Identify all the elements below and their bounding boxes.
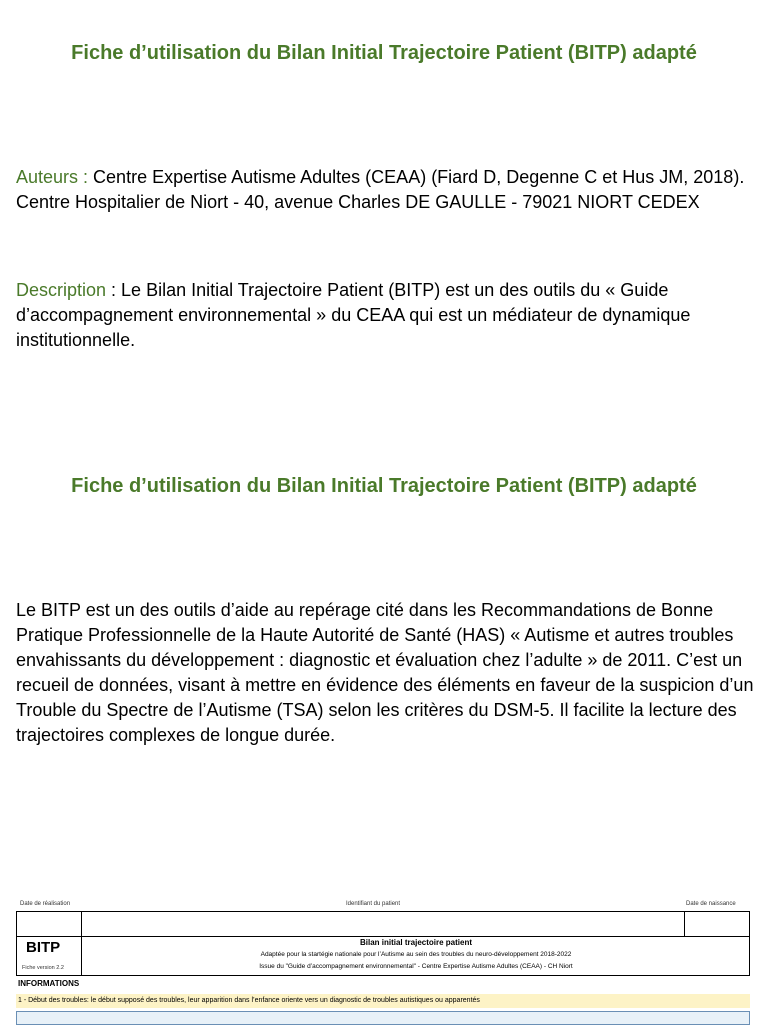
bitp-title: BITP	[26, 939, 61, 956]
patient-id-label: Identifiant du patient	[346, 901, 401, 907]
bitp-form	[16, 898, 750, 1024]
birth-date-label: Date de naissance	[686, 901, 736, 907]
authors-paragraph	[16, 165, 756, 215]
date-realisation-label: Date de réalisation	[20, 901, 71, 907]
authors-text: Centre Expertise Autisme Adultes (CEAA) (Fiard D, Degenne C et Hus JM, 2018). Centre Hospitalier de Niort - 40, avenue Charles DE GAULLE - 79021 NIORT CEDEX	[16, 167, 745, 212]
body-paragraph: Le BITP est un des outils d’aide au repérage cité dans les Recommandations de Bonne Pratique Professionnelle de la Haute Autorité de Santé (HAS) « Autisme et autres troubles envahissants du développement : diagnostic et évaluation chez l’adulte » de 2011. C’est un recueil de données, visant à mettre en évidence des éléments en faveur de la suspicion d’un Trouble du Spectre de l’Autisme (TSA) selon les critères du DSM-5. Il facilite la lecture des trajectoires complexes de longue durée.	[16, 600, 754, 745]
description-text: : Le Bilan Initial Trajectoire Patient (BITP) est un des outils du « Guide d’accompagnement environnemental » du CEAA qui est un médiateur de dynamique institutionnelle.	[16, 280, 691, 350]
heading-2: Fiche d’utilisation du Bilan Initial Trajectoire Patient (BITP) adapté	[71, 475, 697, 497]
authors-label: Auteurs :	[16, 167, 89, 187]
section-1-strip: 1 - Début des troubles: le début supposé des troubles, leur apparition dans l’enfance oriente vers un diagnostic de troubles autistiques ou apparentés	[16, 994, 750, 1008]
description-label: Description	[16, 280, 107, 300]
section-1-answer-field[interactable]	[16, 1011, 750, 1025]
birth-date-field[interactable]	[684, 911, 750, 937]
bitp-version: Fiche version 2.2	[22, 965, 64, 971]
informations-heading: INFORMATIONS	[18, 979, 80, 988]
heading-1: Fiche d’utilisation du Bilan Initial Trajectoire Patient (BITP) adapté	[71, 42, 697, 64]
form-subtitle-2: Issue du "Guide d’accompagnement environnemental" - Centre Expertise Autisme Adultes (CEAA) - CH Niort	[259, 963, 573, 970]
description-paragraph	[16, 278, 756, 353]
patient-id-field[interactable]	[81, 911, 685, 937]
date-realisation-field[interactable]	[16, 911, 82, 937]
form-title: Bilan initial trajectoire patient	[359, 938, 473, 947]
form-subtitle-1: Adaptée pour la startégie nationale pour l’Autisme au sein des troubles du neuro-développement 2018-2022	[260, 951, 572, 958]
